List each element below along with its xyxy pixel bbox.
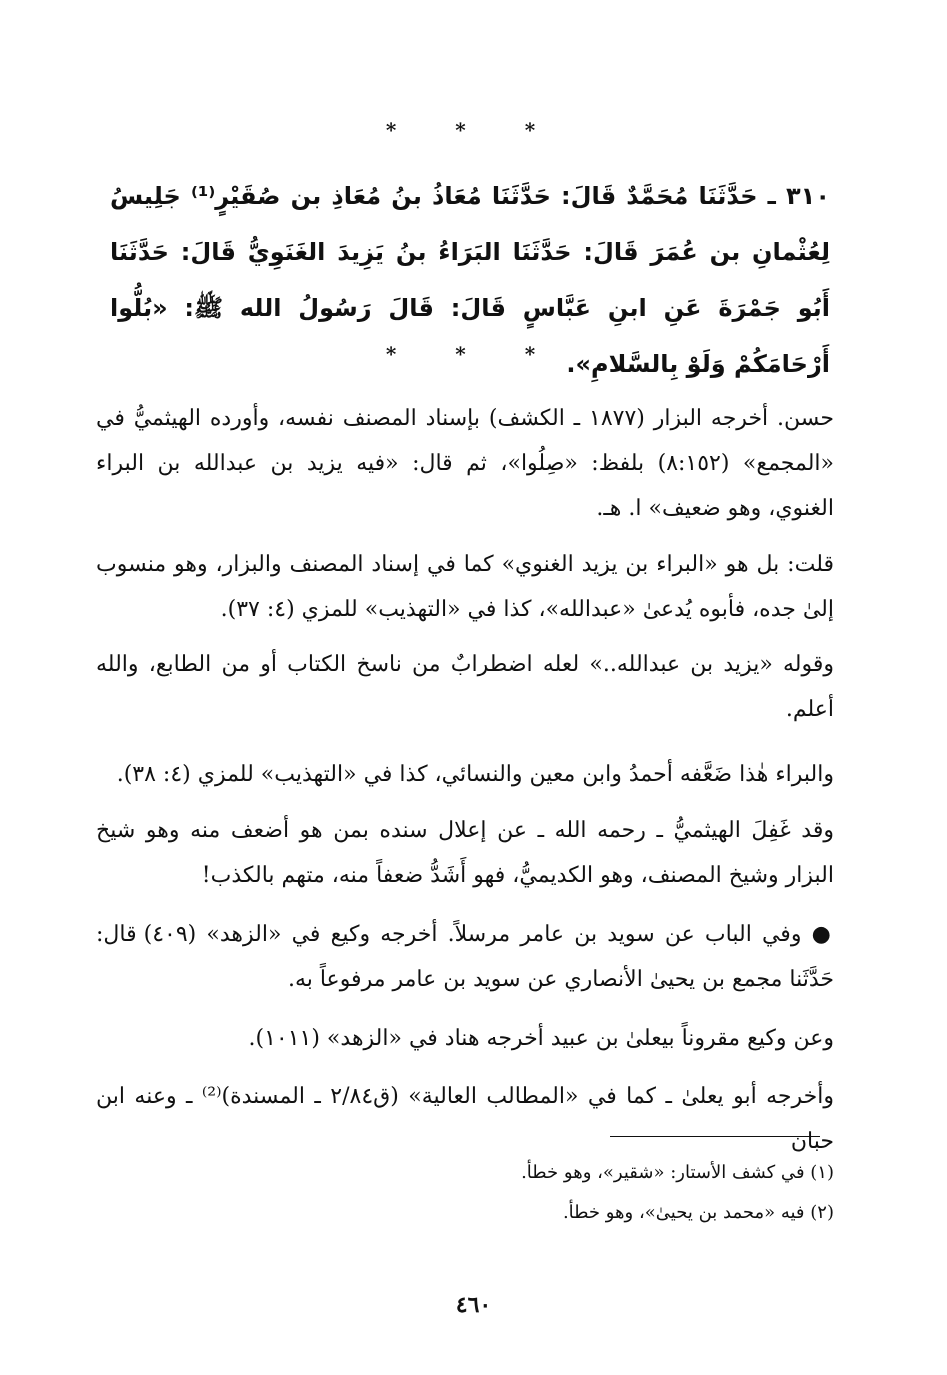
commentary-paragraph-5: وقد غَفِلَ الهيثميُّ ـ رحمه الله ـ عن إعلال سنده بمن هو أضعف منه وهو شيخ البزار وشيخ المصنف، وهو الكديميُّ، فهو أَشَدُّ ضعفاً منه، متهم بالكذب!	[96, 818, 834, 888]
section-separator-top: * * *	[385, 118, 562, 142]
page-number: ٤٦٠	[455, 1292, 492, 1318]
commentary-paragraph-4: والبراء هٰذا ضَعَّفه أحمدُ وابن معين والنسائي، كذا في «التهذيب» للمزي (٤: ٣٨).	[116, 762, 834, 787]
commentary-paragraph-7: وعن وكيع مقروناً بيعلىٰ بن عبيد أخرجه هناد في «الزهد» (١٠١١).	[248, 1026, 834, 1051]
commentary-paragraph-1: حسن. أخرجه البزار (١٨٧٧ ـ الكشف) بإسناد المصنف نفسه، وأورده الهيثميُّ في «المجمع» (٨:١٥٢) بلفظ: «صِلُوا»، ثم قال: «فيه يزيد بن عبدالله بن البراء الغنوي، وهو ضعيف» ا. هـ.	[96, 406, 834, 521]
commentary-paragraph-2: قلت: بل هو «البراء بن يزيد الغنوي» كما في إسناد المصنف والبزار، وهو منسوب إلىٰ جده، فأبوه يُدعىٰ «عبدالله»، كذا في «التهذيب» للمزي (٤: ٣٧).	[96, 552, 834, 622]
section-separator-middle: * * *	[385, 342, 562, 366]
footnote-divider	[610, 1136, 820, 1137]
hadith-310-text: ٣١٠ ـ حَدَّثَنَا مُحَمَّدٌ قَالَ: حَدَّثَنَا مُعَاذُ بنُ مُعَاذِ بن صُقَيْرٍ⁽¹⁾ جَلِيسُ لِعُثْمانِ بن عُمَرَ قَالَ: حَدَّثَنَا البَرَاءُ بنُ يَزِيدَ الغَنَوِيُّ قَالَ: حَدَّثَنَا أَبُو جَمْرَةَ عَنِ ابنِ عَبَّاسٍ قَالَ: قَالَ رَسُولُ الله ﷺ: «بُلُّوا أَرْحَامَكُمْ وَلَوْ بِالسَّلامِ».	[110, 182, 830, 378]
footnote-1: (١) في كشف الأستار: «شقير»، وهو خطأ.	[521, 1162, 834, 1183]
commentary-paragraph-3: وقوله «يزيد بن عبدالله..» لعله اضطرابٌ من ناسخ الكتاب أو من الطابع، والله أعلم.	[96, 652, 834, 722]
commentary-paragraph-6: ● وفي الباب عن سويد بن عامر مرسلاً. أخرجه وكيع في «الزهد» (٤٠٩) قال: حَدَّثَنا مجمع بن يحيىٰ الأنصاري عن سويد بن عامر مرفوعاً به.	[96, 922, 834, 992]
footnote-2: (٢) فيه «محمد بن يحيىٰ»، وهو خطأ.	[562, 1202, 834, 1223]
commentary-paragraph-8: وأخرجه أبو يعلىٰ ـ كما في «المطالب العالية» (ق٢/٨٤ ـ المسندة)⁽²⁾ ـ وعنه ابن حبان	[96, 1084, 834, 1154]
